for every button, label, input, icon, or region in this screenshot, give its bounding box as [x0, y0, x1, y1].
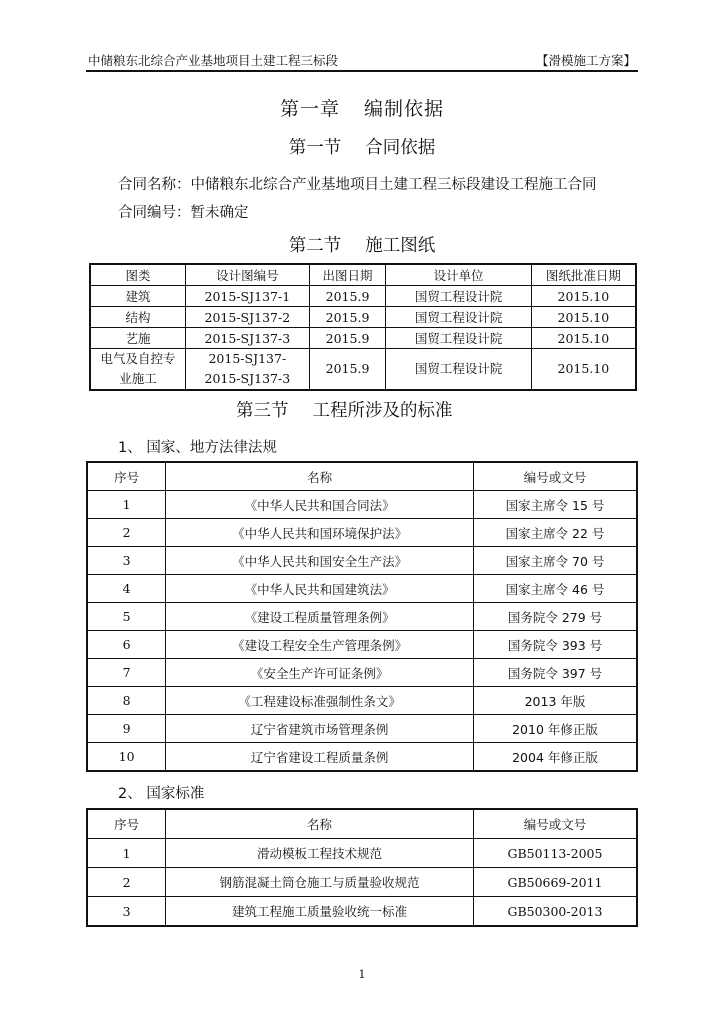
standards-subheading: 2、 国家标准 — [118, 786, 205, 802]
law-index: 7 — [87, 659, 166, 687]
law-code: 国务院令 397 号 — [474, 659, 637, 687]
section2-heading — [0, 232, 724, 257]
table-row — [90, 307, 636, 328]
table-row — [87, 715, 637, 743]
section1-heading — [0, 134, 724, 159]
page-number: 1 — [358, 968, 366, 981]
laws-header-cell: 序号 — [87, 462, 166, 491]
law-index: 1 — [87, 491, 166, 519]
drawing-approval-date: 2015.10 — [531, 307, 636, 328]
drawing-code: 2015-SJ137-3 — [186, 328, 310, 349]
drawing-code: 2015-SJ137-1 — [186, 286, 310, 307]
table-row — [87, 519, 637, 547]
standard-code: GB50300-2013 — [473, 897, 637, 927]
standard-name: 钢筋混凝土筒仓施工与质量验收规范 — [166, 868, 474, 897]
law-index: 2 — [87, 519, 166, 547]
table-row — [87, 897, 637, 927]
law-name: 辽宁省建筑市场管理条例 — [166, 715, 474, 743]
drawings-header-cell: 图类 — [90, 264, 186, 286]
section3-title: 工程所涉及的标准 — [312, 401, 453, 421]
header-project-title: 中储粮东北综合产业基地项目土建工程三标段 — [88, 53, 339, 68]
law-code: 国务院令 393 号 — [474, 631, 637, 659]
drawing-type: 建筑 — [90, 286, 186, 307]
standard-code: GB50669-2011 — [473, 868, 637, 897]
table-row — [87, 547, 637, 575]
standard-code: GB50113-2005 — [473, 839, 637, 868]
drawing-date: 2015.9 — [309, 328, 386, 349]
table-row — [87, 491, 637, 519]
law-index: 5 — [87, 603, 166, 631]
standards-header-cell: 编号或文号 — [473, 809, 637, 839]
laws-header-cell: 编号或文号 — [474, 462, 637, 491]
drawing-code — [186, 349, 310, 391]
drawing-design-unit: 国贸工程设计院 — [386, 328, 531, 349]
standard-name: 滑动模板工程技术规范 — [166, 839, 474, 868]
contract-number: 合同编号：暂未确定 — [118, 205, 249, 221]
law-index: 4 — [87, 575, 166, 603]
law-code: 国务院令 279 号 — [474, 603, 637, 631]
chapter-title: 编制依据 — [364, 98, 445, 120]
law-code: 2013 年版 — [474, 687, 637, 715]
section2-number: 第二节 — [288, 236, 342, 256]
law-name: 《安全生产许可证条例》 — [166, 659, 474, 687]
law-name: 《工程建设标准强制性条文》 — [166, 687, 474, 715]
law-name: 辽宁省建设工程质量条例 — [166, 743, 474, 772]
contract-name: 合同名称：中储粮东北综合产业基地项目土建工程三标段建设工程施工合同 — [118, 177, 597, 193]
laws-header-cell: 名称 — [166, 462, 474, 491]
drawing-design-unit: 国贸工程设计院 — [386, 286, 531, 307]
law-code: 国家主席令 22 号 — [474, 519, 637, 547]
standard-name: 建筑工程施工质量验收统一标准 — [166, 897, 474, 927]
drawings-table — [89, 263, 637, 391]
table-row — [90, 286, 636, 307]
law-code: 国家主席令 15 号 — [474, 491, 637, 519]
drawings-header-cell: 出图日期 — [309, 264, 386, 286]
drawing-code-line: 2015-SJ137-3 — [204, 371, 291, 386]
law-code: 国家主席令 70 号 — [474, 547, 637, 575]
law-name: 《建设工程质量管理条例》 — [166, 603, 474, 631]
page-header — [86, 48, 638, 72]
drawings-header-cell: 设计图编号 — [186, 264, 310, 286]
table-row — [87, 839, 637, 868]
law-index: 3 — [87, 547, 166, 575]
drawing-design-unit: 国贸工程设计院 — [386, 307, 531, 328]
laws-table — [86, 461, 638, 772]
table-row — [87, 743, 637, 772]
table-row — [90, 328, 636, 349]
drawing-date: 2015.9 — [309, 307, 386, 328]
drawing-approval-date: 2015.10 — [531, 349, 636, 391]
standard-index: 3 — [87, 897, 166, 927]
laws-subheading: 1、 国家、地方法律法规 — [118, 440, 277, 456]
table-row — [87, 631, 637, 659]
drawing-date: 2015.9 — [309, 286, 386, 307]
law-index: 8 — [87, 687, 166, 715]
standard-index: 1 — [87, 839, 166, 868]
drawing-date: 2015.9 — [309, 349, 386, 391]
law-index: 6 — [87, 631, 166, 659]
standards-header-cell: 名称 — [166, 809, 474, 839]
table-row — [87, 687, 637, 715]
law-name: 《中华人民共和国合同法》 — [166, 491, 474, 519]
drawing-code-line: 2015-SJ137- — [208, 351, 287, 366]
drawings-header-cell: 设计单位 — [386, 264, 531, 286]
chapter-heading — [0, 94, 724, 121]
drawings-header-cell: 图纸批准日期 — [531, 264, 636, 286]
table-row — [87, 575, 637, 603]
drawing-approval-date: 2015.10 — [531, 328, 636, 349]
section1-title: 合同依据 — [365, 138, 436, 158]
law-name: 《中华人民共和国安全生产法》 — [166, 547, 474, 575]
law-name: 《中华人民共和国建筑法》 — [166, 575, 474, 603]
law-code: 2010 年修正版 — [474, 715, 637, 743]
table-row — [90, 349, 636, 391]
drawing-type-line: 业施工 — [119, 371, 157, 386]
section3-heading — [236, 397, 453, 422]
drawing-type: 结构 — [90, 307, 186, 328]
section3-number: 第三节 — [236, 401, 289, 421]
table-row — [87, 603, 637, 631]
header-document-type: 【滑模施工方案】 — [535, 53, 636, 68]
law-index: 9 — [87, 715, 166, 743]
standard-index: 2 — [87, 868, 166, 897]
laws-header-row — [87, 462, 637, 491]
table-row — [87, 868, 637, 897]
law-code: 国家主席令 46 号 — [474, 575, 637, 603]
standards-header-cell: 序号 — [87, 809, 166, 839]
drawing-type: 艺施 — [90, 328, 186, 349]
section1-number: 第一节 — [288, 138, 342, 158]
standards-header-row — [87, 809, 637, 839]
drawing-approval-date: 2015.10 — [531, 286, 636, 307]
drawing-code: 2015-SJ137-2 — [186, 307, 310, 328]
law-code: 2004 年修正版 — [474, 743, 637, 772]
table-row — [87, 659, 637, 687]
standards-table — [86, 808, 638, 927]
law-name: 《中华人民共和国环境保护法》 — [166, 519, 474, 547]
chapter-number: 第一章 — [279, 98, 340, 120]
drawing-type-line: 电气及自控专 — [100, 351, 176, 366]
law-index: 10 — [87, 743, 166, 772]
drawing-type — [90, 349, 186, 391]
section2-title: 施工图纸 — [365, 236, 436, 256]
law-name: 《建设工程安全生产管理条例》 — [166, 631, 474, 659]
drawings-header-row — [90, 264, 636, 286]
drawing-design-unit: 国贸工程设计院 — [386, 349, 531, 391]
